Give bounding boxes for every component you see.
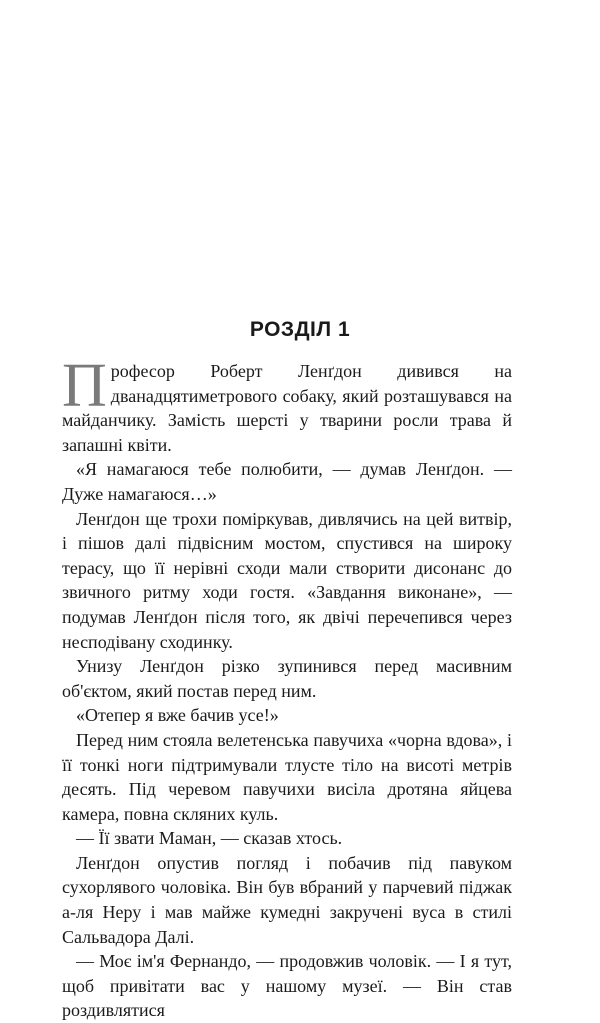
chapter-heading: РОЗДІЛ 1 bbox=[249, 318, 351, 341]
paragraph-6: Перед ним стояла велетенська павучиха «чорна вдова», і її тонкі ноги підтримували тлусте тіло на висоті метрів десять. Під черевом павучихи висіла дротяна яйцева камера, повна скляних куль. bbox=[62, 729, 512, 824]
paragraph-7: — Її звати Маман, — сказав хтось. bbox=[76, 828, 343, 849]
paragraph-5: «Отепер я вже бачив усе!» bbox=[76, 705, 279, 726]
paragraph-8: Ленґдон опустив погляд і побачив під павуком сухорлявого чоловіка. Він був вбраний у парчевий піджак а-ля Неру і мав майже кумедні закручені вуса в стилі Сальвадора Далі. bbox=[62, 852, 512, 947]
paragraph-9: — Моє ім'я Фернандо, — продовжив чоловік. — І я тут, щоб привітати вас у нашому музеї. — Він став роздивлятися bbox=[62, 951, 512, 1021]
paragraph-2: «Я намагаюся тебе полюбити, — думав Ленґдон. — Дуже намагаюся…» bbox=[62, 459, 512, 504]
paragraph-3: Ленґдон ще трохи поміркував, дивлячись на цей витвір, і пішов далі підвісним мостом, спустився на широку терасу, що її нерівні сходи мали створити дисонанс до звичного ритму ходи гостя. «Завдання виконане», — подумав Ленґдон після того, як двічі перечепився через несподівану сходинку. bbox=[62, 508, 512, 652]
paragraph-1-text: рофесор Роберт Ленґдон дивився на дванадцятиметрового собаку, який розташувався на майданчику. Замість шерсті у тварини росли трава й запашні квіти. bbox=[62, 361, 512, 455]
paragraph-4: Унизу Ленґдон різко зупинився перед масивним об'єктом, який постав перед ним. bbox=[62, 656, 512, 701]
chapter-body bbox=[62, 352, 512, 1023]
drop-cap: П bbox=[62, 352, 107, 420]
paragraph-1 bbox=[62, 352, 512, 457]
